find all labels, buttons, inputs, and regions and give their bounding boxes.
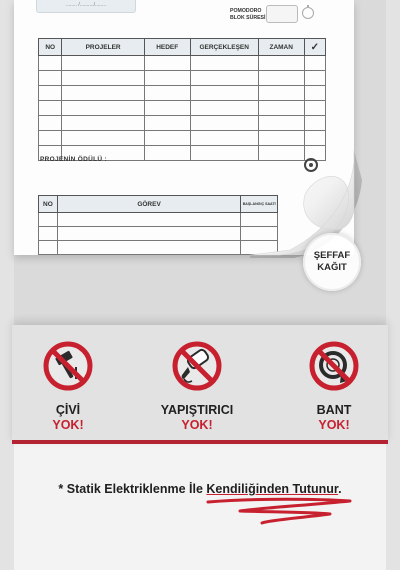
- feature-tape-sub: YOK!: [318, 418, 350, 432]
- table-header-actual: GERÇEKLEŞEN: [190, 39, 258, 56]
- table-header-task: GÖREV: [57, 196, 240, 213]
- pomodoro-box: [266, 5, 298, 23]
- table-cell: [144, 71, 190, 86]
- table-cell: [39, 213, 58, 227]
- table-cell: [258, 56, 304, 71]
- table-cell: [62, 131, 144, 146]
- table-cell: [190, 131, 258, 146]
- table-header-check: ✓: [304, 39, 325, 56]
- table-cell: [39, 56, 62, 71]
- table-cell: [190, 71, 258, 86]
- table-cell: [304, 56, 325, 71]
- table-cell: [39, 131, 62, 146]
- table-cell: [144, 116, 190, 131]
- table-cell: [57, 213, 240, 227]
- feature-tape: [274, 339, 394, 433]
- table-cell: [62, 116, 144, 131]
- projects-table-body: [39, 56, 326, 161]
- feature-nail-title: ÇİVİ: [55, 403, 81, 417]
- table-cell: [39, 227, 58, 241]
- pomodoro-label-line1: POMODORO: [230, 8, 262, 14]
- table-cell: [62, 71, 144, 86]
- table-cell: [190, 146, 258, 161]
- feature-glue-title: YAPIŞTIRICI: [160, 403, 234, 417]
- table-row: [39, 71, 326, 86]
- table-row: [39, 213, 278, 227]
- hammer-nail-icon: [41, 339, 95, 393]
- table-cell: [57, 227, 240, 241]
- table-cell: [190, 101, 258, 116]
- table-cell: [39, 101, 62, 116]
- static-cling-note: [0, 482, 400, 496]
- table-cell: [39, 86, 62, 101]
- date-field: ........ /........../........: [36, 0, 136, 13]
- table-row: [39, 241, 278, 255]
- table-cell: [258, 86, 304, 101]
- note-emphasis: Kendiliğinden Tutunur: [206, 482, 339, 496]
- table-row: [39, 86, 326, 101]
- table-header-target: HEDEF: [144, 39, 190, 56]
- table-cell: [39, 241, 58, 255]
- table-header-no: NO: [39, 196, 58, 213]
- table-cell: [57, 241, 240, 255]
- table-cell: [62, 86, 144, 101]
- reward-label: PROJENİN ÖDÜLÜ :: [40, 156, 107, 163]
- table-row: [39, 56, 326, 71]
- tasks-table: [38, 195, 278, 255]
- badge-line1: ŞEFFAF: [313, 250, 351, 261]
- table-header-no: NO: [39, 39, 62, 56]
- pomodoro-label-line2: BLOK SÜRESİ: [230, 15, 266, 21]
- table-cell: [258, 71, 304, 86]
- table-cell: [144, 131, 190, 146]
- table-header-projects: PROJELER: [62, 39, 144, 56]
- badge-line2: KAĞIT: [317, 262, 347, 273]
- table-cell: [144, 86, 190, 101]
- feature-nail-sub: YOK!: [52, 418, 84, 432]
- table-header-start-time: BAŞLANGIÇ SAATİ: [241, 196, 278, 213]
- table-cell: [62, 56, 144, 71]
- table-cell: [304, 86, 325, 101]
- table-cell: [190, 86, 258, 101]
- feature-nail: [8, 339, 128, 433]
- feature-tape-title: BANT: [316, 403, 352, 417]
- table-cell: [258, 101, 304, 116]
- table-cell: [258, 131, 304, 146]
- table-cell: [39, 71, 62, 86]
- red-scribble-underline: [200, 496, 360, 526]
- table-cell: [144, 146, 190, 161]
- table-row: [39, 116, 326, 131]
- table-cell: [304, 131, 325, 146]
- feature-glue: [137, 339, 257, 433]
- table-cell: [62, 101, 144, 116]
- timer-icon: [302, 7, 314, 19]
- projects-table: [38, 38, 326, 161]
- table-cell: [258, 116, 304, 131]
- transparent-paper-badge: [303, 233, 361, 291]
- table-row: [39, 227, 278, 241]
- note-suffix: .: [338, 482, 342, 496]
- table-cell: [144, 56, 190, 71]
- features-band: [12, 325, 388, 444]
- table-header-time: ZAMAN: [258, 39, 304, 56]
- table-row: [39, 131, 326, 146]
- table-cell: [304, 101, 325, 116]
- table-cell: [39, 116, 62, 131]
- table-cell: [304, 71, 325, 86]
- feature-glue-sub: YOK!: [181, 418, 213, 432]
- table-cell: [304, 116, 325, 131]
- table-cell: [190, 56, 258, 71]
- table-cell: [190, 116, 258, 131]
- table-row: [39, 101, 326, 116]
- note-prefix: * Statik Elektriklenme İle: [58, 482, 207, 496]
- tape-roll-icon: [307, 339, 361, 393]
- glue-tube-icon: [170, 339, 224, 393]
- tasks-table-body: [39, 213, 278, 255]
- table-cell: [144, 101, 190, 116]
